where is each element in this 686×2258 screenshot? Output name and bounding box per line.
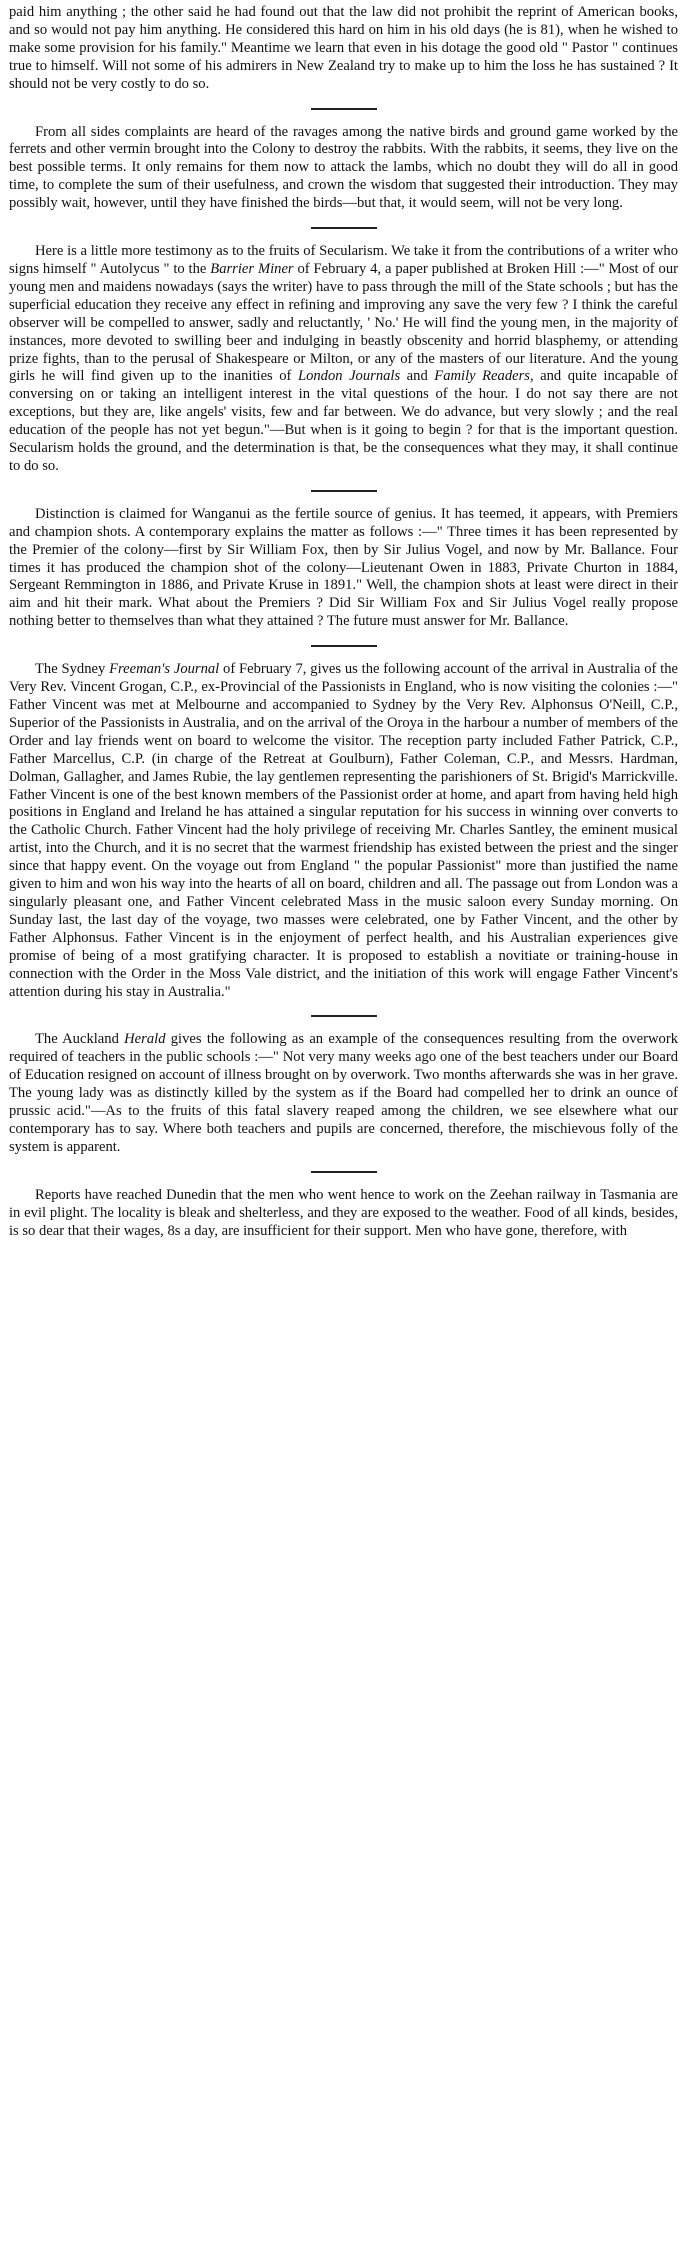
section-divider	[311, 490, 377, 492]
section-divider	[311, 227, 377, 229]
section-divider	[311, 645, 377, 647]
section-divider	[311, 1171, 377, 1173]
paragraph-zeehan-railway: Reports have reached Dunedin that the men who went hence to work on the Zeehan railway in Tasmania are in evil plight. The locality is bleak and shelterless, and they are exposed to the weather. Food of all kinds, besides, is so dear that their wages, 8s a day, are insufficient for their support. Men who have gone, therefore, with	[9, 1186, 678, 1239]
paragraph-teacher-overwork: The Auckland Herald gives the following as an example of the consequences resulting from the overwork required of teachers in the public schools :—" Not very many weeks ago one of the best teachers under our Board of Education resigned on account of illness brought on by overwork. Two months afterwards she was in her grave. The young lady was as distinctly killed by the system as if the Board had compelled her to drink an ounce of prussic acid."—As to the fruits of this fatal slavery reaped among the children, we see elsewhere what our contemporary has to say. Where both teachers and pupils are concerned, therefore, the mischievous folly of the system is apparent.	[9, 1031, 678, 1155]
paragraph-wanganui-genius: Distinction is claimed for Wanganui as the fertile source of genius. It has teemed, it appears, with Premiers and champion shots. A contemporary explains the matter as follows :—" Three times it has been represented by the Premier of the colony—first by Sir William Fox, then by Sir Julius Vogel, and now by Mr. Ballance. Four times it has produced the champion shot of the colony—Lieutenant Owen in 1883, Private Churton in 1884, Sergeant Remmington in 1886, and Private Kruse in 1891." Well, the champion shots at least were direct in their aim and hit their mark. What about the Premiers ? Did Sir William Fox and Sir Julius Vogel really propose nothing better to themselves than what they attained ? The future must answer for Mr. Ballance.	[9, 505, 678, 630]
paragraph-father-vincent-arrival: The Sydney Freeman's Journal of February 7, gives us the following account of the arrival in Australia of the Very Rev. Vincent Grogan, C.P., ex-Provincial of the Passionists in England, who is now visiting the colonies :—" Father Vincent was met at Melbourne and accompanied to Sydney by the Very Rev. Alphonsus O'Neill, C.P., Superior of the Passionists in Australia, and on the arrival of the Oroya in the harbour a number of members of the Order and lay friends went on board to welcome the visitor. The reception party included Father Patrick, C.P., Father Marcellus, C.P. (in charge of the Retreat at Goulburn), Father Coleman, C.P., and Messrs. Hardman, Dolman, Gallagher, and James Rubie, the lay gentlemen representing the parishioners of St. Brigid's Marrickville. Father Vincent is one of the best known members of the Passionist order at home, and apart from having held high positions in England and Ireland he has attained a singular reputation for his success in winning over converts to the Catholic Church. Father Vincent had the holy privilege of receiving Mr. Charles Santley, the eminent musical artist, into the Church, and it is no secret that the warmest friendship has existed between the priest and the singer since that happy event. On the voyage out from England " the popular Passionist" more than justified the name given to him and won his way into the hearts of all on board, children and all. The passage out from London was a singularly pleasant one, and Father Vincent celebrated Mass in the music saloon every Sunday morning. On Sunday last, the last day of the voyage, two masses were celebrated, one by Father Vincent, and the other by Father Alphonsus. Father Vincent is in the enjoyment of perfect health, and his Australian experiences give promise of being of a most gratifying character. It is proposed to establish a novitiate or training-house in connection with the Order in the Moss Vale district, and the initiation of this work will engage Father Vincent's attention during his stay in Australia."	[9, 661, 678, 1000]
paragraph-secularism-testimony: Here is a little more testimony as to the fruits of Secularism. We take it from the contributions of a writer who signs himself " Autolycus " to the Barrier Miner of February 4, a paper published at Broken Hill :—" Most of our young men and maidens nowadays (says the writer) have to pass through the mill of the State schools ; but has the superficial education they receive any effect in refining and improving any save the very few ? I think the careful observer will be compelled to answer, sadly and reluctantly, ' No.' He will find the young men, in the majority of instances, more devoted to swilling beer and indulging in beastly obscenity and horrid blasphemy, or attending prize fights, than to the perusal of Shakespeare or Milton, or any of the masters of our literature. And the young girls he will find given up to the inanities of London Journals and Family Readers, and quite incapable of conversing on or taking an intelligent interest in the vital questions of the hour. I do not say there are not exceptions, but they are, like angels' visits, few and far between. We do advance, but very slowly ; and the real education of the people has not yet begun."—But when is it going to begin ? for that is the important question. Secularism holds the ground, and the determination is that, be the consequences what they may, it shall continue to do so.	[9, 243, 679, 474]
paragraph-ferrets-vermin: From all sides complaints are heard of the ravages among the native birds and ground game worked by the ferrets and other vermin brought into the Colony to destroy the rabbits. With the rabbits, it seems, they live on the best possible terms. It only remains for them now to attack the lambs, which no doubt they will do all in good time, to complete the sum of their usefulness, and crown the wisdom that suggested their introduction. They may possibly wait, however, until they have finished the birds—but that, it would seem, will not be very long.	[9, 123, 678, 212]
paragraph-pastor-continuation: paid him anything ; the other said he had found out that the law did not prohibit the reprint of American books, and so would not pay him anything. He considered this hard on him in his old days (he is 81), when he wished to make some provision for his family." Meantime we learn that even in his dotage the good old " Pastor " continues true to himself. Will not some of his admirers in New Zealand try to make up to him the loss he has sustained ? It should not be very costly to do so.	[9, 4, 678, 92]
section-divider	[311, 108, 377, 110]
section-divider	[311, 1015, 377, 1017]
